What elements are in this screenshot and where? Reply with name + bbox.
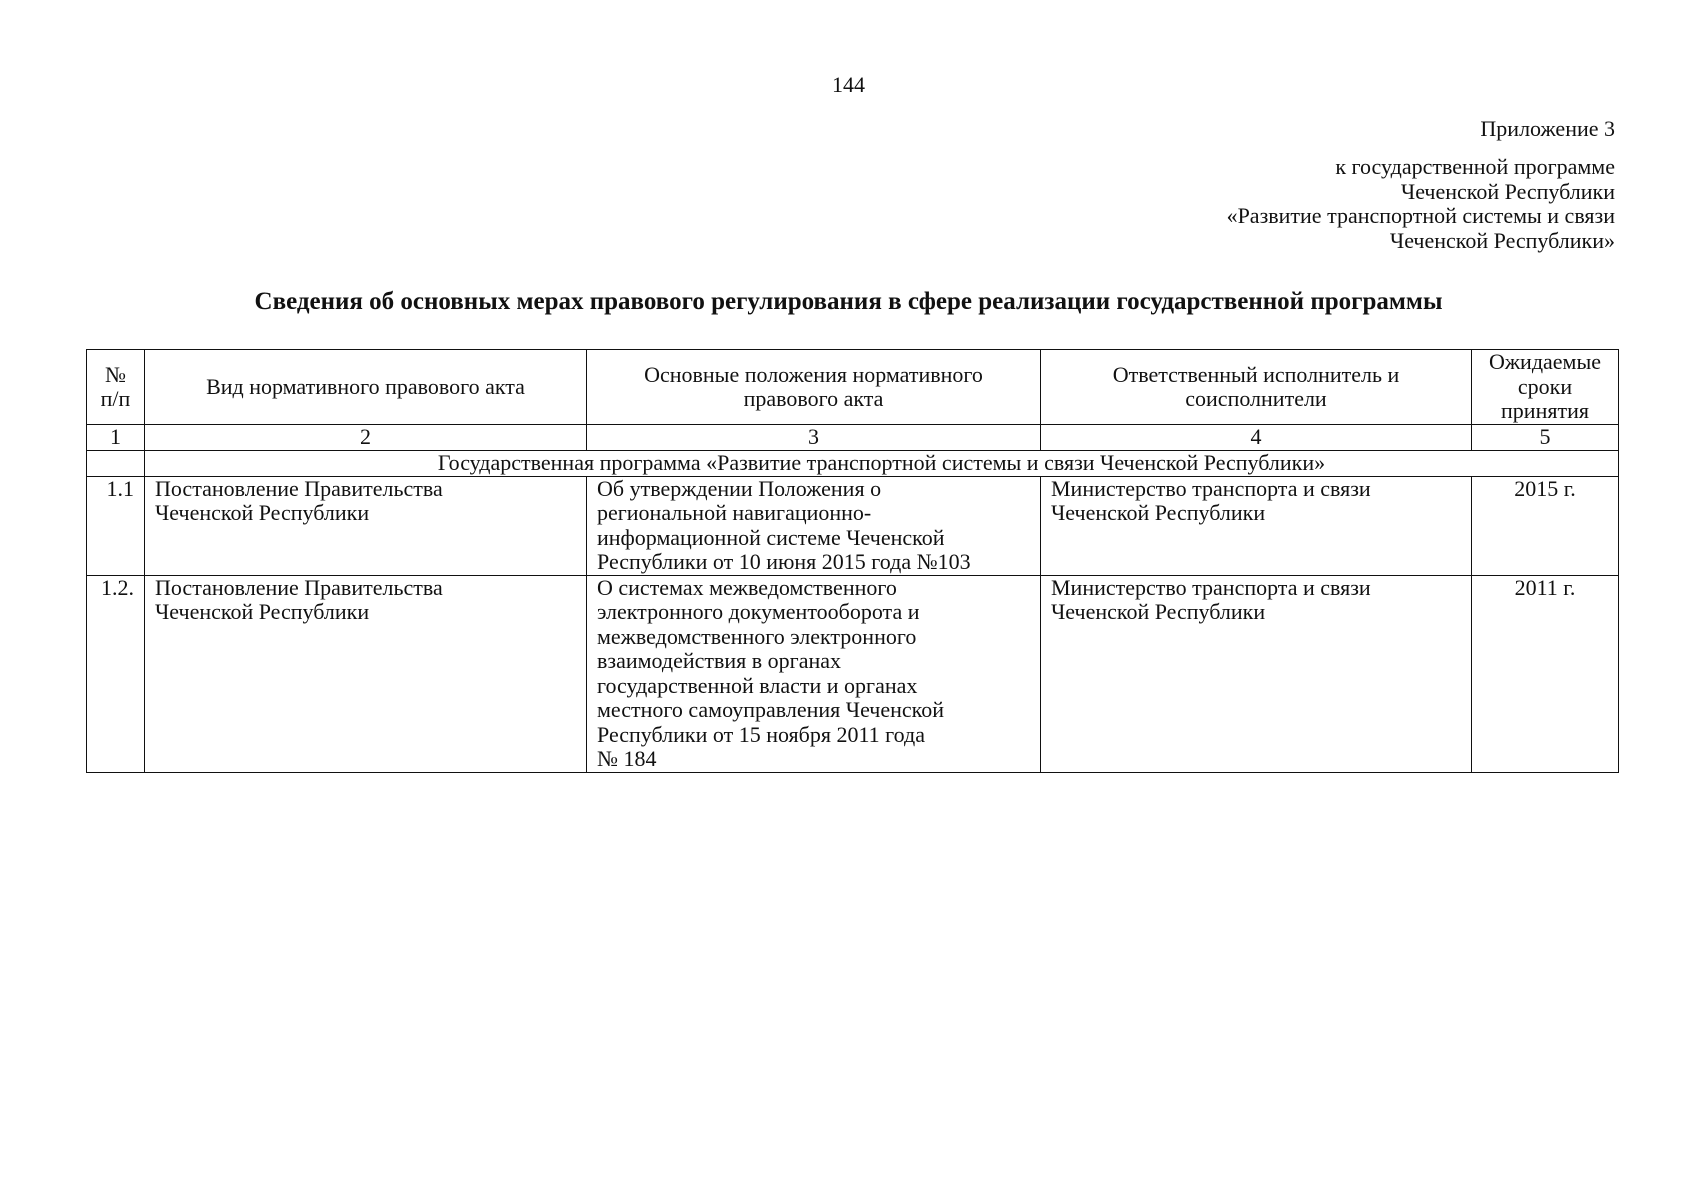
cell-line: Постановление Правительства: [155, 574, 443, 600]
document-title: Сведения об основных мерах правового регулирования в сфере реализации государственной программы: [254, 288, 1443, 315]
appendix-line: Чеченской Республики: [1400, 178, 1615, 204]
legal-measures-table: [86, 349, 1619, 773]
page-number: 144: [832, 72, 865, 97]
cell-line: Чеченской Республики: [1051, 599, 1266, 624]
executor-cell: [1041, 575, 1472, 772]
cell-line: взаимодействия в органах: [597, 648, 842, 673]
header-provisions: [587, 350, 1041, 425]
appendix-title: Приложение 3: [1480, 116, 1615, 141]
cell-line: Чеченской Республики: [155, 500, 370, 525]
cell-line: Министерство транспорта и связи: [1051, 574, 1371, 600]
header-line: Ответственный исполнитель и: [1112, 361, 1400, 387]
cell-line: Чеченской Республики: [155, 599, 370, 624]
header-line: №: [105, 361, 126, 387]
executor-cell: [1041, 476, 1472, 575]
term-cell: 2015 г.: [1472, 476, 1619, 575]
cell-line: региональной навигационно-: [597, 500, 872, 525]
column-number: 4: [1041, 425, 1472, 451]
term-cell: 2011 г.: [1472, 575, 1619, 772]
header-num: [87, 350, 145, 425]
section-title: Государственная программа «Развитие транспортной системы и связи Чеченской Республики»: [145, 450, 1619, 476]
cell-line: государственной власти и органах: [597, 672, 918, 698]
cell-line: Республики от 10 июня 2015 года №103: [597, 549, 971, 574]
cell-line: Чеченской Республики: [1051, 500, 1266, 525]
provisions-cell: [587, 575, 1041, 772]
header-line: принятия: [1501, 398, 1589, 424]
provisions-cell: [587, 476, 1041, 575]
column-number: 1: [87, 425, 145, 451]
cell-line: Постановление Правительства: [155, 475, 443, 501]
header-line: Ожидаемые: [1488, 349, 1602, 375]
row-index: 1.2.: [87, 575, 145, 772]
header-act-type: [145, 350, 587, 425]
cell-line: местного самоуправления Чеченской: [597, 697, 945, 722]
cell-line: информационной системе Чеченской: [597, 524, 945, 550]
appendix-line: «Развитие транспортной системы и связи: [1226, 203, 1615, 228]
row-index: 1.1: [87, 476, 145, 575]
column-number: 3: [587, 425, 1041, 451]
cell-line: электронного документооборота и: [597, 599, 920, 624]
appendix-line: к государственной программе: [1335, 154, 1615, 179]
table-row: [87, 476, 1619, 575]
table-header-row: [87, 350, 1619, 425]
act-type-cell: [145, 575, 587, 772]
column-number: 5: [1472, 425, 1619, 451]
column-number-row: [87, 425, 1619, 451]
appendix-line: Чеченской Республики»: [1389, 227, 1615, 253]
cell-line: № 184: [597, 746, 657, 771]
header-line: сроки: [1517, 373, 1573, 399]
section-row: [87, 450, 1619, 476]
cell-line: Об утверждении Положения о: [597, 475, 882, 501]
appendix-reference: [1227, 155, 1615, 253]
header-term: [1472, 350, 1619, 425]
act-type-cell: [145, 476, 587, 575]
header-line: соисполнители: [1185, 386, 1327, 411]
header-line: Вид нормативного правового акта: [206, 373, 525, 399]
table-row: [87, 575, 1619, 772]
column-number: 2: [145, 425, 587, 451]
cell-line: О системах межведомственного: [597, 574, 897, 600]
header-executor: [1041, 350, 1472, 425]
header-line: Основные положения нормативного: [644, 361, 983, 387]
cell-line: Министерство транспорта и связи: [1051, 475, 1371, 501]
cell-line: Республики от 15 ноября 2011 года: [597, 721, 925, 747]
section-empty-cell: [87, 450, 145, 476]
header-line: п/п: [100, 386, 131, 411]
cell-line: межведомственного электронного: [597, 623, 917, 649]
header-line: правового акта: [743, 386, 884, 411]
